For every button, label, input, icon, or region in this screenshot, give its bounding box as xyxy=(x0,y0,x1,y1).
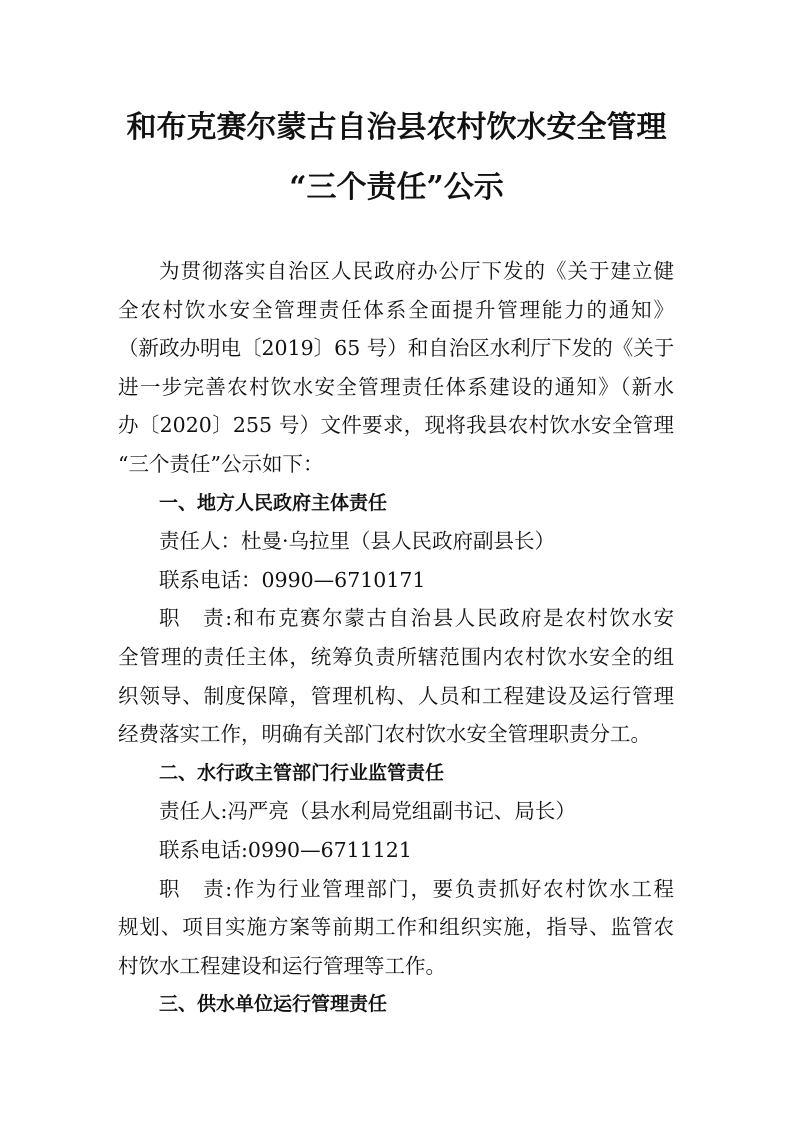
intro-line: “三个责任”公示如下： xyxy=(118,451,324,476)
intro-line: （新政办明电〔2019〕65 号）和自治区水利厅下发的《关于 xyxy=(118,336,675,361)
document-title-line-1: 和布克赛尔蒙古自治县农村饮水安全管理 xyxy=(126,110,667,145)
section-water-administration xyxy=(118,754,674,986)
duty-line: 职 责:作为行业管理部门，要负责抓好农村饮水工程 xyxy=(159,876,674,901)
document-body xyxy=(118,252,674,1024)
responsible-person: 责任人:冯严亮（县水利局党组副书记、局长） xyxy=(159,799,576,824)
section-water-supply-unit xyxy=(118,985,674,1024)
intro-line: 办〔2020〕255 号）文件要求，现将我县农村饮水安全管理 xyxy=(118,413,674,438)
duty-line: 经费落实工作，明确有关部门农村饮水安全管理职责分工。 xyxy=(118,722,651,747)
intro-line: 为贯彻落实自治区人民政府办公厅下发的《关于建立健 xyxy=(159,259,674,283)
intro-paragraph xyxy=(118,252,674,484)
contact-phone: 联系电话：0990—6710171 xyxy=(159,567,426,592)
duty-line: 织领导、制度保障，管理机构、人员和工程建设及运行管理 xyxy=(118,683,674,708)
intro-line: 进一步完善农村饮水安全管理责任体系建设的通知》（新水 xyxy=(118,374,674,399)
duty-line: 村饮水工程建设和运行管理等工作。 xyxy=(118,953,446,978)
duty-line: 全管理的责任主体，统筹负责所辖范围内农村饮水安全的组 xyxy=(118,644,674,669)
section-heading: 二、水行政主管部门行业监管责任 xyxy=(159,761,445,784)
section-local-government xyxy=(118,484,674,754)
section-heading: 一、地方人民政府主体责任 xyxy=(159,491,388,514)
section-heading: 三、供水单位运行管理责任 xyxy=(159,993,388,1016)
duty-line: 职 责:和布克赛尔蒙古自治县人民政府是农村饮水安 xyxy=(159,606,674,631)
responsible-person: 责任人：杜曼·乌拉里（县人民政府副县长） xyxy=(159,529,556,554)
duty-line: 规划、项目实施方案等前期工作和组织实施，指导、监管农 xyxy=(118,915,674,940)
document-title-line-2: “三个责任”公示 xyxy=(289,170,504,205)
contact-phone: 联系电话:0990—6711121 xyxy=(159,837,412,862)
intro-line: 全农村饮水安全管理责任体系全面提升管理能力的通知》 xyxy=(118,297,674,322)
